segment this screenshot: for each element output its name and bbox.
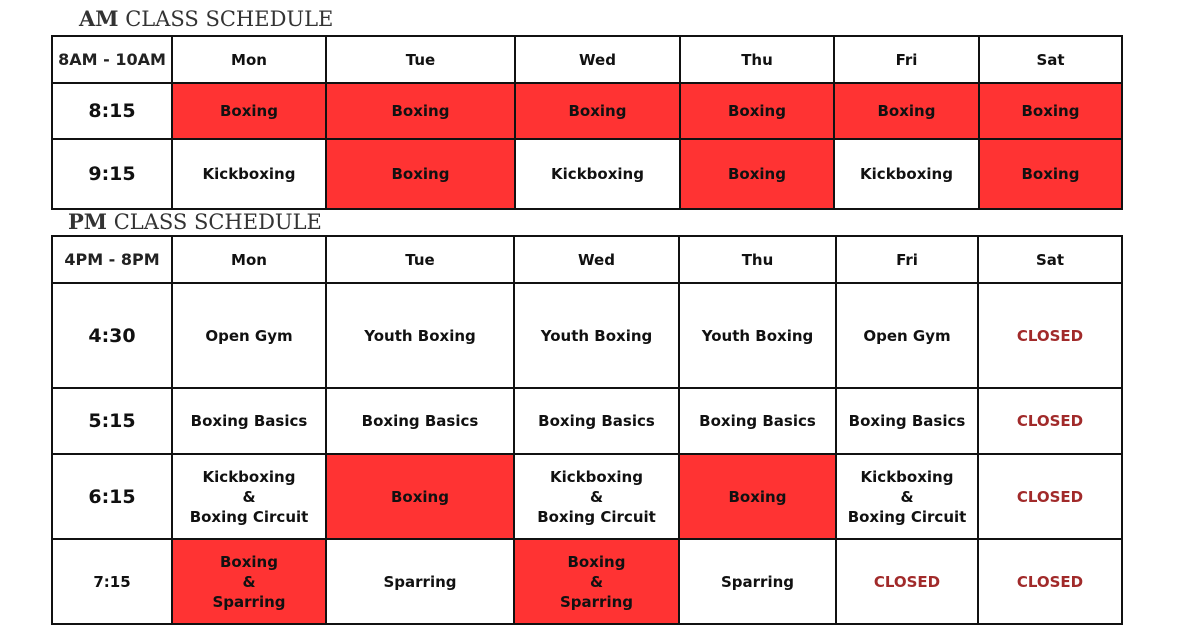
pm-schedule-title [68,211,322,233]
pm-row-430 [52,283,1122,388]
am-day-header: Sat [979,36,1122,83]
class-cell: Boxing Basics [679,388,836,454]
time-slot: 7:15 [52,539,172,624]
class-cell: Open Gym [836,283,978,388]
class-cell: Boxing [979,83,1122,139]
am-day-header: Mon [172,36,326,83]
class-cell: Boxing & Sparring [514,539,679,624]
class-cell: Boxing [326,454,514,539]
pm-title-bold: PM [68,209,108,234]
class-cell: Boxing [679,454,836,539]
class-cell: Sparring [679,539,836,624]
class-cell: Kickboxing [172,139,326,209]
am-day-header: Wed [515,36,680,83]
am-title-bold: AM [79,6,119,31]
class-cell: Kickboxing [834,139,979,209]
closed-cell: CLOSED [978,283,1122,388]
pm-day-header: Fri [836,236,978,283]
pm-title-rest: CLASS SCHEDULE [107,210,322,234]
closed-cell: CLOSED [978,388,1122,454]
time-slot: 8:15 [52,83,172,139]
am-time-range: 8AM - 10AM [52,36,172,83]
class-cell: Boxing [979,139,1122,209]
class-cell: Boxing [515,83,680,139]
time-slot: 4:30 [52,283,172,388]
class-cell: Kickboxing [515,139,680,209]
pm-day-header: Thu [679,236,836,283]
time-slot: 6:15 [52,454,172,539]
class-cell: Boxing Basics [326,388,514,454]
am-title-rest: CLASS SCHEDULE [118,7,334,31]
class-cell: Boxing [680,83,834,139]
closed-cell: CLOSED [978,539,1122,624]
pm-row-515 [52,388,1122,454]
pm-row-715 [52,539,1122,624]
pm-day-header: Sat [978,236,1122,283]
class-cell: Boxing Basics [836,388,978,454]
time-slot: 5:15 [52,388,172,454]
pm-schedule-table [51,235,1123,625]
pm-day-header: Wed [514,236,679,283]
am-schedule-title [79,8,333,30]
pm-row-615 [52,454,1122,539]
am-header-row [52,36,1122,83]
class-cell: Boxing Basics [514,388,679,454]
class-cell: Boxing [172,83,326,139]
pm-time-range: 4PM - 8PM [52,236,172,283]
am-day-header: Tue [326,36,515,83]
class-cell: Youth Boxing [514,283,679,388]
class-cell: Boxing [680,139,834,209]
class-cell: Boxing & Sparring [172,539,326,624]
closed-cell: CLOSED [836,539,978,624]
class-cell: Kickboxing & Boxing Circuit [514,454,679,539]
am-day-header: Thu [680,36,834,83]
am-schedule-table [51,35,1123,210]
class-cell: Youth Boxing [326,283,514,388]
class-cell: Boxing [834,83,979,139]
pm-header-row [52,236,1122,283]
pm-day-header: Mon [172,236,326,283]
am-row-815 [52,83,1122,139]
class-cell: Kickboxing & Boxing Circuit [172,454,326,539]
class-cell: Boxing [326,83,515,139]
pm-day-header: Tue [326,236,514,283]
class-cell: Open Gym [172,283,326,388]
class-cell: Sparring [326,539,514,624]
class-cell: Kickboxing & Boxing Circuit [836,454,978,539]
time-slot: 9:15 [52,139,172,209]
class-cell: Boxing [326,139,515,209]
class-cell: Youth Boxing [679,283,836,388]
closed-cell: CLOSED [978,454,1122,539]
class-cell: Boxing Basics [172,388,326,454]
am-row-915 [52,139,1122,209]
am-day-header: Fri [834,36,979,83]
